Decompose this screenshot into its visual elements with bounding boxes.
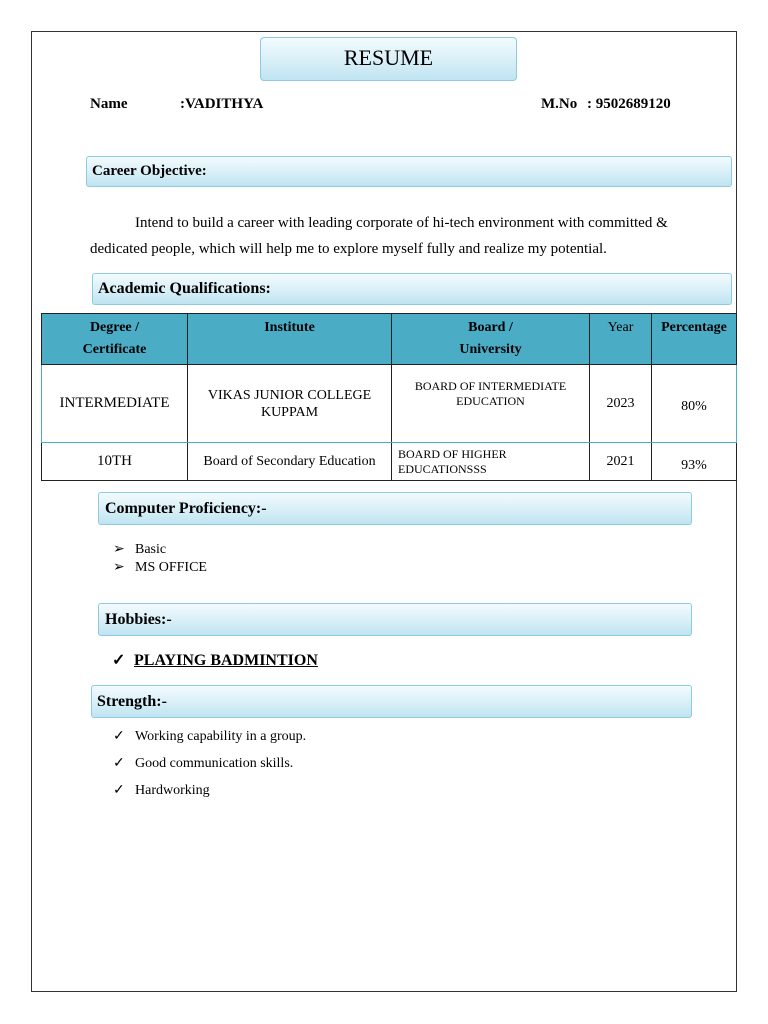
computer-proficiency-heading: Computer Proficiency:- <box>98 492 692 525</box>
col-degree-header: Degree / Certificate <box>42 314 188 365</box>
col-year-header: Year <box>590 314 652 365</box>
list-item: ✓ PLAYING BADMINTION <box>112 652 318 669</box>
cell-board: BOARD OF INTERMEDIATE EDUCATION <box>392 365 590 443</box>
cell-degree: 10TH <box>42 443 188 481</box>
list-item: ➢ Basic <box>113 542 167 557</box>
career-objective-heading: Career Objective: <box>86 156 732 187</box>
cell-degree: INTERMEDIATE <box>42 365 188 443</box>
hobbies-heading: Hobbies:- <box>98 603 692 636</box>
col-board-header: Board / University <box>392 314 590 365</box>
cell-institute: Board of Secondary Education <box>188 443 392 481</box>
table-row <box>42 443 737 481</box>
check-icon: ✓ <box>113 729 125 744</box>
check-icon: ✓ <box>113 783 125 798</box>
career-objective-line-2: dedicated people, which will help me to explore myself fully and realize my potential. <box>90 241 607 257</box>
list-item: ✓ Working capability in a group. <box>113 729 307 744</box>
check-icon: ✓ <box>112 652 126 669</box>
col-institute-header: Institute <box>188 314 392 365</box>
cell-percentage: 80% <box>652 365 737 443</box>
cell-percentage: 93% <box>652 443 737 481</box>
table-header-row <box>42 314 737 365</box>
arrow-bullet-icon: ➢ <box>113 542 125 557</box>
resume-title: RESUME <box>260 37 517 81</box>
name-label: Name <box>90 96 128 112</box>
mobile-value: : 9502689120 <box>587 96 671 112</box>
name-value: :VADITHYA <box>180 96 264 112</box>
arrow-bullet-icon: ➢ <box>113 560 125 575</box>
mobile-label: M.No <box>541 96 578 112</box>
check-icon: ✓ <box>113 756 125 771</box>
cell-board: BOARD OF HIGHER EDUCATIONSSS <box>392 443 590 481</box>
cell-year: 2021 <box>590 443 652 481</box>
list-item: ✓ Good communication skills. <box>113 756 294 771</box>
col-percentage-header: Percentage <box>652 314 737 365</box>
list-item: ➢ MS OFFICE <box>113 560 207 575</box>
cell-year: 2023 <box>590 365 652 443</box>
list-item: ✓ Hardworking <box>113 783 210 798</box>
strength-heading: Strength:- <box>91 685 692 718</box>
academic-qualifications-heading: Academic Qualifications: <box>92 273 732 305</box>
table-row <box>42 365 737 443</box>
academic-table <box>41 313 737 481</box>
career-objective-line-1: Intend to build a career with leading corporate of hi-tech environment with committed & <box>135 215 668 231</box>
cell-institute: VIKAS JUNIOR COLLEGE KUPPAM <box>188 365 392 443</box>
